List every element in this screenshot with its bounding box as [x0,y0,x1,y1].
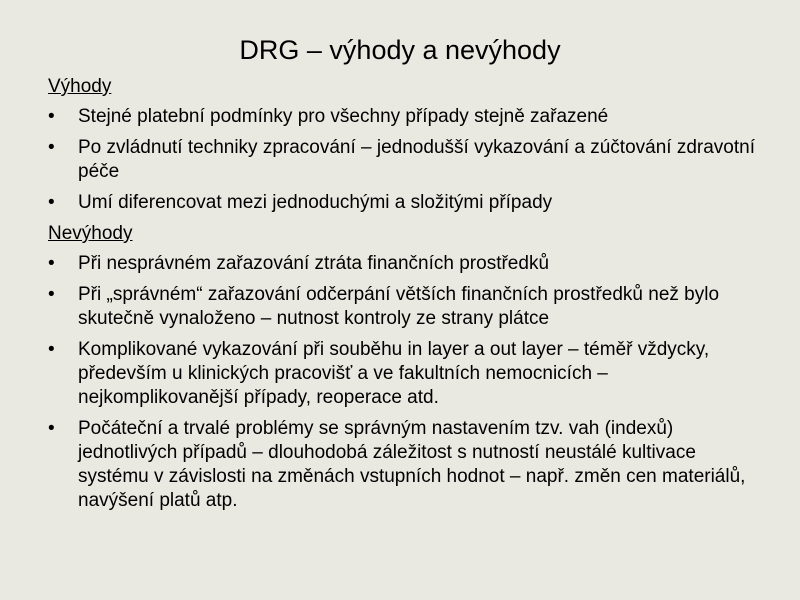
bullet-icon: • [48,106,55,127]
list-item-text: Umí diferencovat mezi jednoduchými a složitými případy [78,192,553,213]
advantages-list [48,105,768,215]
list-item [48,417,768,513]
bullet-icon: • [48,284,55,305]
bullet-icon: • [48,253,55,274]
list-item [48,191,768,215]
slide-content [48,75,768,520]
disadvantages-list [48,252,768,513]
bullet-icon: • [48,339,55,360]
list-item [48,283,768,331]
list-item [48,136,768,184]
section-heading-advantages: Výhody [48,76,112,97]
slide-title: DRG – výhody a nevýhody [239,35,561,65]
list-item-text: Při „správném“ zařazování odčerpání větších finančních prostředků než bylo skutečně vynaloženo – nutnost kontroly ze strany plátce [78,284,720,329]
list-item-text: Stejné platební podmínky pro všechny případy stejně zařazené [78,106,609,127]
list-item [48,338,768,410]
list-item-text: Po zvládnutí techniky zpracování – jednodušší vykazování a zúčtování zdravotní péče [78,137,755,182]
list-item-text: Komplikované vykazování při souběhu in layer a out layer – téměř vždycky, především u klinických pracovišť a ve fakultních nemocnicích – nejkomplikovanější případy, reoperace atd. [78,339,710,408]
bullet-icon: • [48,192,55,213]
list-item [48,105,768,129]
list-item [48,252,768,276]
list-item-text: Při nesprávném zařazování ztráta finančních prostředků [78,253,550,274]
section-heading-disadvantages: Nevýhody [48,223,133,244]
bullet-icon: • [48,137,55,158]
list-item-text: Počáteční a trvalé problémy se správným nastavením tzv. vah (indexů) jednotlivých případů – dlouhodobá záležitost s nutností neustálé kultivace systému v závislosti na změnách vstupních hodnot – např. změn cen materiálů, navýšení platů atp. [78,418,746,511]
bullet-icon: • [48,418,55,439]
